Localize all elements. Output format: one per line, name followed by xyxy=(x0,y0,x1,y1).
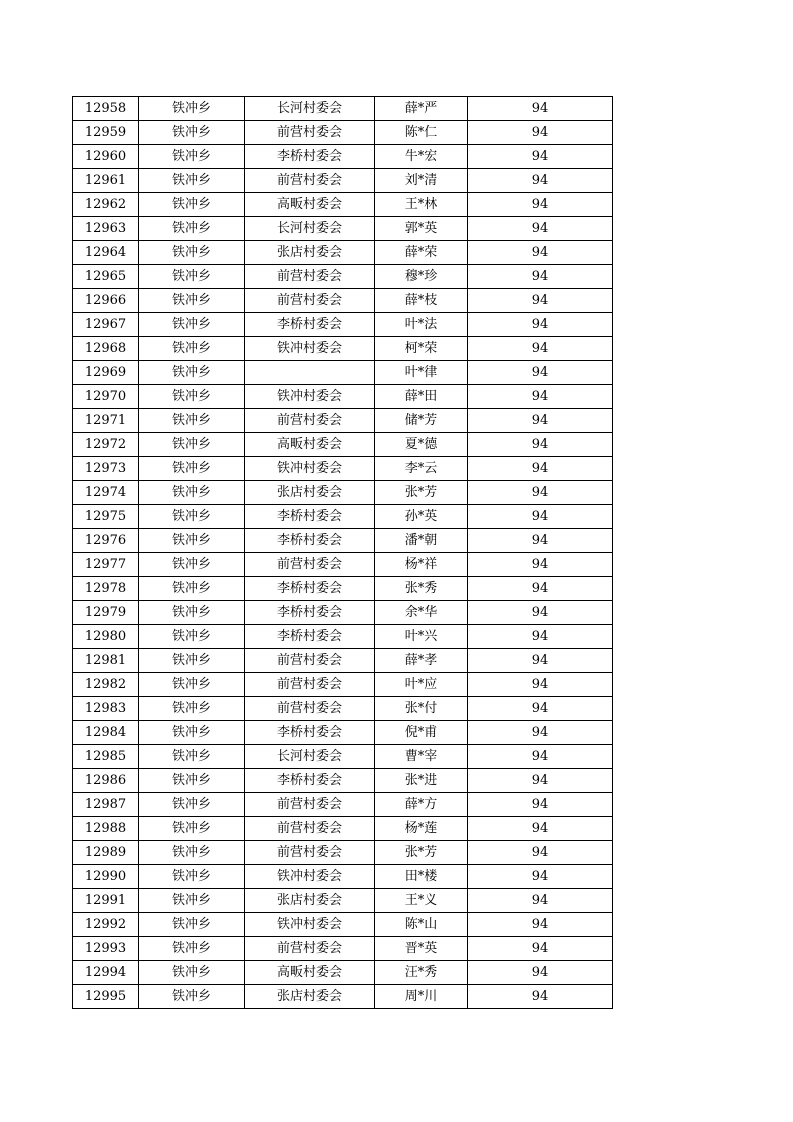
score-cell: 94 xyxy=(468,697,613,721)
person-name-cell: 曹*宰 xyxy=(375,745,468,769)
row-number-cell: 12989 xyxy=(73,841,139,865)
person-name-cell: 田*楼 xyxy=(375,865,468,889)
person-name-cell: 潘*朝 xyxy=(375,529,468,553)
township-cell: 铁冲乡 xyxy=(139,409,245,433)
row-number-cell: 12983 xyxy=(73,697,139,721)
village-committee-cell xyxy=(245,361,375,385)
person-name-cell: 杨*祥 xyxy=(375,553,468,577)
village-committee-cell: 张店村委会 xyxy=(245,241,375,265)
township-cell: 铁冲乡 xyxy=(139,841,245,865)
row-number-cell: 12993 xyxy=(73,937,139,961)
person-name-cell: 汪*秀 xyxy=(375,961,468,985)
village-committee-cell: 前营村委会 xyxy=(245,841,375,865)
row-number-cell: 12973 xyxy=(73,457,139,481)
table-row xyxy=(73,865,613,889)
table-row xyxy=(73,409,613,433)
township-cell: 铁冲乡 xyxy=(139,433,245,457)
score-cell: 94 xyxy=(468,841,613,865)
township-cell: 铁冲乡 xyxy=(139,337,245,361)
row-number-cell: 12968 xyxy=(73,337,139,361)
township-cell: 铁冲乡 xyxy=(139,289,245,313)
village-committee-cell: 前营村委会 xyxy=(245,673,375,697)
person-name-cell: 张*付 xyxy=(375,697,468,721)
table-row xyxy=(73,673,613,697)
township-cell: 铁冲乡 xyxy=(139,241,245,265)
township-cell: 铁冲乡 xyxy=(139,601,245,625)
township-cell: 铁冲乡 xyxy=(139,649,245,673)
township-cell: 铁冲乡 xyxy=(139,673,245,697)
village-committee-cell: 铁冲村委会 xyxy=(245,457,375,481)
score-cell: 94 xyxy=(468,937,613,961)
row-number-cell: 12978 xyxy=(73,577,139,601)
score-cell: 94 xyxy=(468,769,613,793)
township-cell: 铁冲乡 xyxy=(139,313,245,337)
person-name-cell: 叶*法 xyxy=(375,313,468,337)
village-committee-cell: 高畈村委会 xyxy=(245,961,375,985)
person-name-cell: 张*芳 xyxy=(375,841,468,865)
township-cell: 铁冲乡 xyxy=(139,481,245,505)
table-row xyxy=(73,385,613,409)
score-cell: 94 xyxy=(468,673,613,697)
score-cell: 94 xyxy=(468,169,613,193)
person-name-cell: 王*林 xyxy=(375,193,468,217)
table-row xyxy=(73,217,613,241)
person-name-cell: 叶*律 xyxy=(375,361,468,385)
village-committee-cell: 张店村委会 xyxy=(245,481,375,505)
table-row xyxy=(73,361,613,385)
person-name-cell: 陈*仁 xyxy=(375,121,468,145)
table-row xyxy=(73,337,613,361)
row-number-cell: 12976 xyxy=(73,529,139,553)
person-name-cell: 李*云 xyxy=(375,457,468,481)
township-cell: 铁冲乡 xyxy=(139,505,245,529)
row-number-cell: 12988 xyxy=(73,817,139,841)
township-cell: 铁冲乡 xyxy=(139,745,245,769)
row-number-cell: 12971 xyxy=(73,409,139,433)
table-row xyxy=(73,529,613,553)
village-committee-cell: 前营村委会 xyxy=(245,121,375,145)
score-cell: 94 xyxy=(468,121,613,145)
person-name-cell: 牛*宏 xyxy=(375,145,468,169)
row-number-cell: 12981 xyxy=(73,649,139,673)
person-name-cell: 王*义 xyxy=(375,889,468,913)
table-row xyxy=(73,961,613,985)
score-cell: 94 xyxy=(468,217,613,241)
township-cell: 铁冲乡 xyxy=(139,937,245,961)
score-cell: 94 xyxy=(468,913,613,937)
township-cell: 铁冲乡 xyxy=(139,193,245,217)
table-row xyxy=(73,97,613,121)
village-committee-cell: 李桥村委会 xyxy=(245,577,375,601)
township-cell: 铁冲乡 xyxy=(139,769,245,793)
table-row xyxy=(73,889,613,913)
village-committee-cell: 李桥村委会 xyxy=(245,721,375,745)
score-cell: 94 xyxy=(468,889,613,913)
township-cell: 铁冲乡 xyxy=(139,361,245,385)
row-number-cell: 12974 xyxy=(73,481,139,505)
score-cell: 94 xyxy=(468,481,613,505)
row-number-cell: 12977 xyxy=(73,553,139,577)
table-row xyxy=(73,649,613,673)
table-row xyxy=(73,481,613,505)
village-committee-cell: 前营村委会 xyxy=(245,169,375,193)
person-name-cell: 余*华 xyxy=(375,601,468,625)
township-cell: 铁冲乡 xyxy=(139,97,245,121)
township-cell: 铁冲乡 xyxy=(139,721,245,745)
table-row xyxy=(73,625,613,649)
row-number-cell: 12961 xyxy=(73,169,139,193)
township-cell: 铁冲乡 xyxy=(139,697,245,721)
score-cell: 94 xyxy=(468,601,613,625)
row-number-cell: 12964 xyxy=(73,241,139,265)
village-committee-cell: 李桥村委会 xyxy=(245,313,375,337)
table-row xyxy=(73,241,613,265)
score-cell: 94 xyxy=(468,721,613,745)
person-name-cell: 孙*英 xyxy=(375,505,468,529)
table-row xyxy=(73,169,613,193)
score-cell: 94 xyxy=(468,505,613,529)
row-number-cell: 12975 xyxy=(73,505,139,529)
person-name-cell: 薛*方 xyxy=(375,793,468,817)
score-cell: 94 xyxy=(468,337,613,361)
table-row xyxy=(73,721,613,745)
person-name-cell: 倪*甫 xyxy=(375,721,468,745)
township-cell: 铁冲乡 xyxy=(139,121,245,145)
score-cell: 94 xyxy=(468,361,613,385)
person-name-cell: 杨*莲 xyxy=(375,817,468,841)
table-row xyxy=(73,697,613,721)
table-row xyxy=(73,433,613,457)
score-cell: 94 xyxy=(468,961,613,985)
table-row xyxy=(73,289,613,313)
person-name-cell: 晋*英 xyxy=(375,937,468,961)
village-committee-cell: 前营村委会 xyxy=(245,553,375,577)
row-number-cell: 12991 xyxy=(73,889,139,913)
score-cell: 94 xyxy=(468,289,613,313)
table-row xyxy=(73,793,613,817)
row-number-cell: 12966 xyxy=(73,289,139,313)
score-cell: 94 xyxy=(468,409,613,433)
score-cell: 94 xyxy=(468,433,613,457)
person-name-cell: 柯*荣 xyxy=(375,337,468,361)
village-committee-cell: 前营村委会 xyxy=(245,793,375,817)
score-cell: 94 xyxy=(468,529,613,553)
table-row xyxy=(73,145,613,169)
township-cell: 铁冲乡 xyxy=(139,577,245,601)
score-cell: 94 xyxy=(468,97,613,121)
village-committee-cell: 前营村委会 xyxy=(245,649,375,673)
person-name-cell: 夏*德 xyxy=(375,433,468,457)
village-committee-cell: 前营村委会 xyxy=(245,817,375,841)
score-cell: 94 xyxy=(468,625,613,649)
township-cell: 铁冲乡 xyxy=(139,553,245,577)
township-cell: 铁冲乡 xyxy=(139,385,245,409)
table-row xyxy=(73,913,613,937)
person-name-cell: 周*川 xyxy=(375,985,468,1009)
row-number-cell: 12985 xyxy=(73,745,139,769)
person-name-cell: 刘*清 xyxy=(375,169,468,193)
table-row xyxy=(73,265,613,289)
row-number-cell: 12965 xyxy=(73,265,139,289)
person-name-cell: 储*芳 xyxy=(375,409,468,433)
township-cell: 铁冲乡 xyxy=(139,865,245,889)
row-number-cell: 12979 xyxy=(73,601,139,625)
table-row xyxy=(73,577,613,601)
township-cell: 铁冲乡 xyxy=(139,913,245,937)
score-cell: 94 xyxy=(468,793,613,817)
person-name-cell: 郭*英 xyxy=(375,217,468,241)
township-cell: 铁冲乡 xyxy=(139,961,245,985)
person-name-cell: 张*秀 xyxy=(375,577,468,601)
village-committee-cell: 前营村委会 xyxy=(245,289,375,313)
table-row xyxy=(73,841,613,865)
score-cell: 94 xyxy=(468,145,613,169)
village-committee-cell: 前营村委会 xyxy=(245,265,375,289)
township-cell: 铁冲乡 xyxy=(139,169,245,193)
data-table xyxy=(72,96,613,1009)
row-number-cell: 12990 xyxy=(73,865,139,889)
score-cell: 94 xyxy=(468,649,613,673)
person-name-cell: 叶*应 xyxy=(375,673,468,697)
row-number-cell: 12967 xyxy=(73,313,139,337)
row-number-cell: 12959 xyxy=(73,121,139,145)
township-cell: 铁冲乡 xyxy=(139,889,245,913)
score-cell: 94 xyxy=(468,193,613,217)
township-cell: 铁冲乡 xyxy=(139,817,245,841)
table-row xyxy=(73,313,613,337)
village-committee-cell: 前营村委会 xyxy=(245,937,375,961)
table-row xyxy=(73,937,613,961)
table-row xyxy=(73,601,613,625)
village-committee-cell: 铁冲村委会 xyxy=(245,913,375,937)
table-body xyxy=(73,97,613,1009)
village-committee-cell: 李桥村委会 xyxy=(245,505,375,529)
village-committee-cell: 张店村委会 xyxy=(245,985,375,1009)
score-cell: 94 xyxy=(468,385,613,409)
row-number-cell: 12980 xyxy=(73,625,139,649)
row-number-cell: 12969 xyxy=(73,361,139,385)
village-committee-cell: 铁冲村委会 xyxy=(245,385,375,409)
township-cell: 铁冲乡 xyxy=(139,529,245,553)
table-row xyxy=(73,745,613,769)
score-cell: 94 xyxy=(468,457,613,481)
township-cell: 铁冲乡 xyxy=(139,625,245,649)
township-cell: 铁冲乡 xyxy=(139,265,245,289)
table-row xyxy=(73,769,613,793)
score-cell: 94 xyxy=(468,865,613,889)
row-number-cell: 12994 xyxy=(73,961,139,985)
table-row xyxy=(73,193,613,217)
village-committee-cell: 张店村委会 xyxy=(245,889,375,913)
village-committee-cell: 长河村委会 xyxy=(245,217,375,241)
score-cell: 94 xyxy=(468,241,613,265)
row-number-cell: 12972 xyxy=(73,433,139,457)
person-name-cell: 薛*严 xyxy=(375,97,468,121)
village-committee-cell: 前营村委会 xyxy=(245,409,375,433)
row-number-cell: 12958 xyxy=(73,97,139,121)
table-row xyxy=(73,985,613,1009)
score-cell: 94 xyxy=(468,817,613,841)
table-row xyxy=(73,505,613,529)
person-name-cell: 薛*孝 xyxy=(375,649,468,673)
person-name-cell: 穆*珍 xyxy=(375,265,468,289)
score-cell: 94 xyxy=(468,985,613,1009)
table-row xyxy=(73,457,613,481)
person-name-cell: 叶*兴 xyxy=(375,625,468,649)
score-cell: 94 xyxy=(468,553,613,577)
village-committee-cell: 长河村委会 xyxy=(245,745,375,769)
village-committee-cell: 李桥村委会 xyxy=(245,769,375,793)
village-committee-cell: 李桥村委会 xyxy=(245,145,375,169)
score-cell: 94 xyxy=(468,745,613,769)
township-cell: 铁冲乡 xyxy=(139,145,245,169)
person-name-cell: 张*进 xyxy=(375,769,468,793)
village-committee-cell: 高畈村委会 xyxy=(245,433,375,457)
score-cell: 94 xyxy=(468,313,613,337)
row-number-cell: 12992 xyxy=(73,913,139,937)
row-number-cell: 12960 xyxy=(73,145,139,169)
township-cell: 铁冲乡 xyxy=(139,457,245,481)
township-cell: 铁冲乡 xyxy=(139,793,245,817)
table-row xyxy=(73,817,613,841)
village-committee-cell: 李桥村委会 xyxy=(245,529,375,553)
village-committee-cell: 李桥村委会 xyxy=(245,625,375,649)
person-name-cell: 陈*山 xyxy=(375,913,468,937)
person-name-cell: 薛*荣 xyxy=(375,241,468,265)
row-number-cell: 12962 xyxy=(73,193,139,217)
table-row xyxy=(73,553,613,577)
score-cell: 94 xyxy=(468,265,613,289)
row-number-cell: 12970 xyxy=(73,385,139,409)
row-number-cell: 12963 xyxy=(73,217,139,241)
table-row xyxy=(73,121,613,145)
row-number-cell: 12995 xyxy=(73,985,139,1009)
township-cell: 铁冲乡 xyxy=(139,985,245,1009)
row-number-cell: 12986 xyxy=(73,769,139,793)
person-name-cell: 张*芳 xyxy=(375,481,468,505)
score-cell: 94 xyxy=(468,577,613,601)
person-name-cell: 薛*田 xyxy=(375,385,468,409)
village-committee-cell: 前营村委会 xyxy=(245,697,375,721)
row-number-cell: 12984 xyxy=(73,721,139,745)
row-number-cell: 12987 xyxy=(73,793,139,817)
person-name-cell: 薛*枝 xyxy=(375,289,468,313)
village-committee-cell: 铁冲村委会 xyxy=(245,865,375,889)
township-cell: 铁冲乡 xyxy=(139,217,245,241)
village-committee-cell: 铁冲村委会 xyxy=(245,337,375,361)
row-number-cell: 12982 xyxy=(73,673,139,697)
village-committee-cell: 李桥村委会 xyxy=(245,601,375,625)
village-committee-cell: 高畈村委会 xyxy=(245,193,375,217)
village-committee-cell: 长河村委会 xyxy=(245,97,375,121)
